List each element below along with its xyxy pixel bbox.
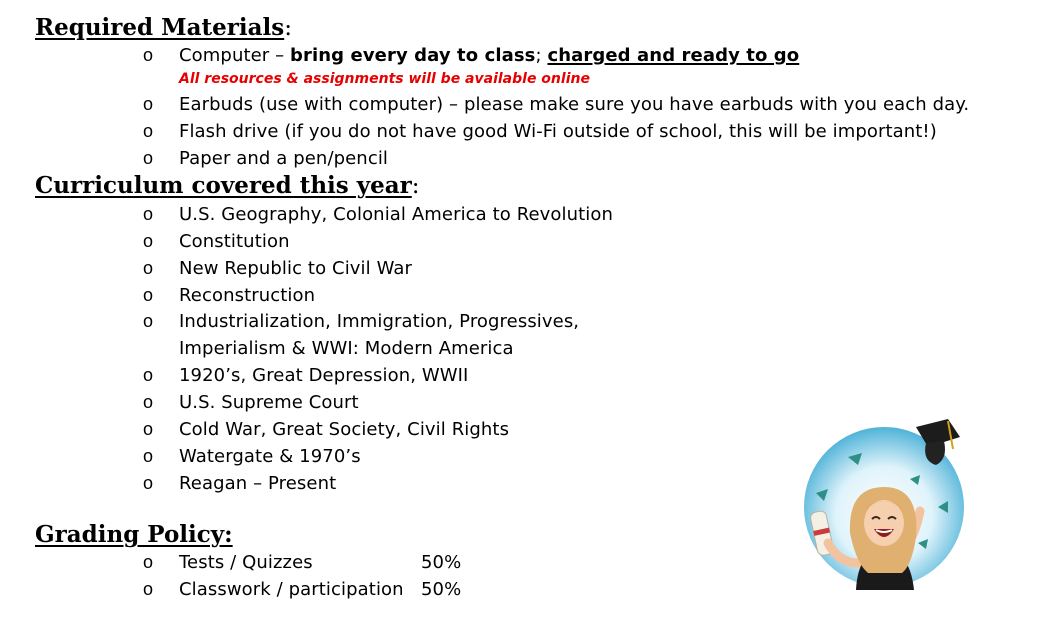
curriculum-topic: Constitution xyxy=(179,231,290,252)
bullet-icon: o xyxy=(143,311,154,331)
bullet-icon: o xyxy=(143,94,154,114)
grading-label: Tests / Quizzes xyxy=(179,552,313,573)
bullet-icon: o xyxy=(143,148,154,168)
bullet-icon: o xyxy=(143,285,154,305)
curriculum-topic: 1920’s, Great Depression, WWII xyxy=(179,365,469,386)
curriculum-topic: Imperialism & WWI: Modern America xyxy=(179,338,514,359)
bullet-icon: o xyxy=(143,392,154,412)
computer-label: Computer – xyxy=(179,45,291,66)
computer-separator: ; xyxy=(535,45,548,66)
curriculum-topic: Reconstruction xyxy=(179,285,316,306)
bullet-icon: o xyxy=(143,473,154,493)
computer-charged-text: charged and ready to go xyxy=(547,45,800,66)
required-materials-heading xyxy=(35,14,292,42)
bullet-icon: o xyxy=(143,365,154,385)
grading-label: Classwork / participation xyxy=(179,579,404,600)
grading-policy-heading xyxy=(35,521,233,549)
curriculum-heading xyxy=(35,172,420,200)
curriculum-topic: New Republic to Civil War xyxy=(179,258,412,279)
paper-pen-text: Paper and a pen/pencil xyxy=(179,148,389,169)
graduation-bitmoji-icon xyxy=(798,415,970,590)
computer-bold-text: bring every day to class xyxy=(290,45,536,66)
curriculum-title: Curriculum covered this year xyxy=(35,172,412,199)
bullet-icon: o xyxy=(143,419,154,439)
grading-policy-title: Grading Policy: xyxy=(35,521,233,548)
required-materials-title: Required Materials xyxy=(35,14,285,41)
bullet-icon: o xyxy=(143,579,154,599)
bullet-icon: o xyxy=(143,258,154,278)
curriculum-colon: : xyxy=(411,173,420,199)
curriculum-topic: U.S. Supreme Court xyxy=(179,392,359,413)
bullet-icon: o xyxy=(143,231,154,251)
grading-percent: 50% xyxy=(421,579,462,600)
bullet-icon: o xyxy=(143,121,154,141)
online-resources-note: All resources & assignments will be available online xyxy=(179,71,590,87)
bullet-icon: o xyxy=(143,45,154,65)
flash-drive-text: Flash drive (if you do not have good Wi-Fi outside of school, this will be important!) xyxy=(179,121,937,142)
curriculum-topic: Watergate & 1970’s xyxy=(179,446,361,467)
bullet-icon: o xyxy=(143,446,154,466)
curriculum-topic: Industrialization, Immigration, Progressives, xyxy=(179,311,580,332)
required-materials-colon: : xyxy=(284,15,292,41)
earbuds-text: Earbuds (use with computer) – please make sure you have earbuds with you each day. xyxy=(179,94,970,115)
grading-percent: 50% xyxy=(421,552,462,573)
bullet-icon: o xyxy=(143,552,154,572)
bullet-icon: o xyxy=(143,204,154,224)
curriculum-topic: Reagan – Present xyxy=(179,473,337,494)
curriculum-topic: Cold War, Great Society, Civil Rights xyxy=(179,419,510,440)
curriculum-topic: U.S. Geography, Colonial America to Revolution xyxy=(179,204,614,225)
